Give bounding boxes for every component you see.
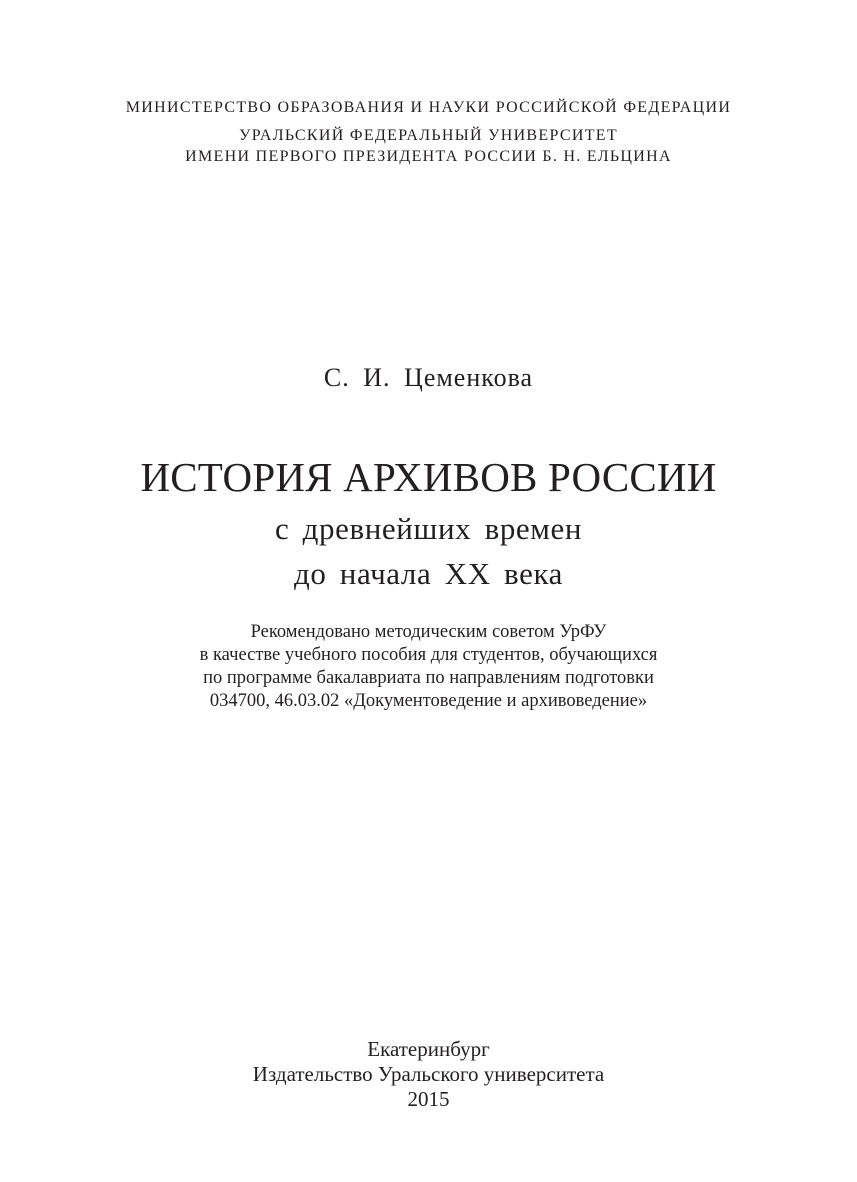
- author-name: С. И. Цеменкова: [323, 363, 534, 392]
- subtitle-line-1: с древнейших времен: [274, 511, 583, 546]
- subtitle-line-2: до начала XX века: [293, 556, 564, 591]
- imprint-year: 2015: [407, 1087, 450, 1111]
- university-name-line-2: ИМЕНИ ПЕРВОГО ПРЕЗИДЕНТА РОССИИ Б. Н. ЕЛЬЦИНА: [185, 148, 672, 165]
- recommendation-line-2: в качестве учебного пособия для студентов, обучающихся: [199, 645, 658, 665]
- imprint-publisher: Издательство Уральского университета: [252, 1062, 605, 1086]
- university-name-line-1: УРАЛЬСКИЙ ФЕДЕРАЛЬНЫЙ УНИВЕРСИТЕТ: [239, 127, 618, 144]
- book-title: ИСТОРИЯ АРХИВОВ РОССИИ: [140, 454, 717, 500]
- imprint-city: Екатеринбург: [367, 1037, 490, 1061]
- recommendation-line-4: 034700, 46.03.02 «Документоведение и архивоведение»: [209, 691, 648, 711]
- recommendation-line-3: по программе бакалавриата по направлениям подготовки: [203, 668, 654, 688]
- recommendation-line-1: Рекомендовано методическим советом УрФУ: [250, 622, 607, 642]
- ministry-name: МИНИСТЕРСТВО ОБРАЗОВАНИЯ И НАУКИ РОССИЙСКОЙ ФЕДЕРАЦИИ: [125, 99, 732, 116]
